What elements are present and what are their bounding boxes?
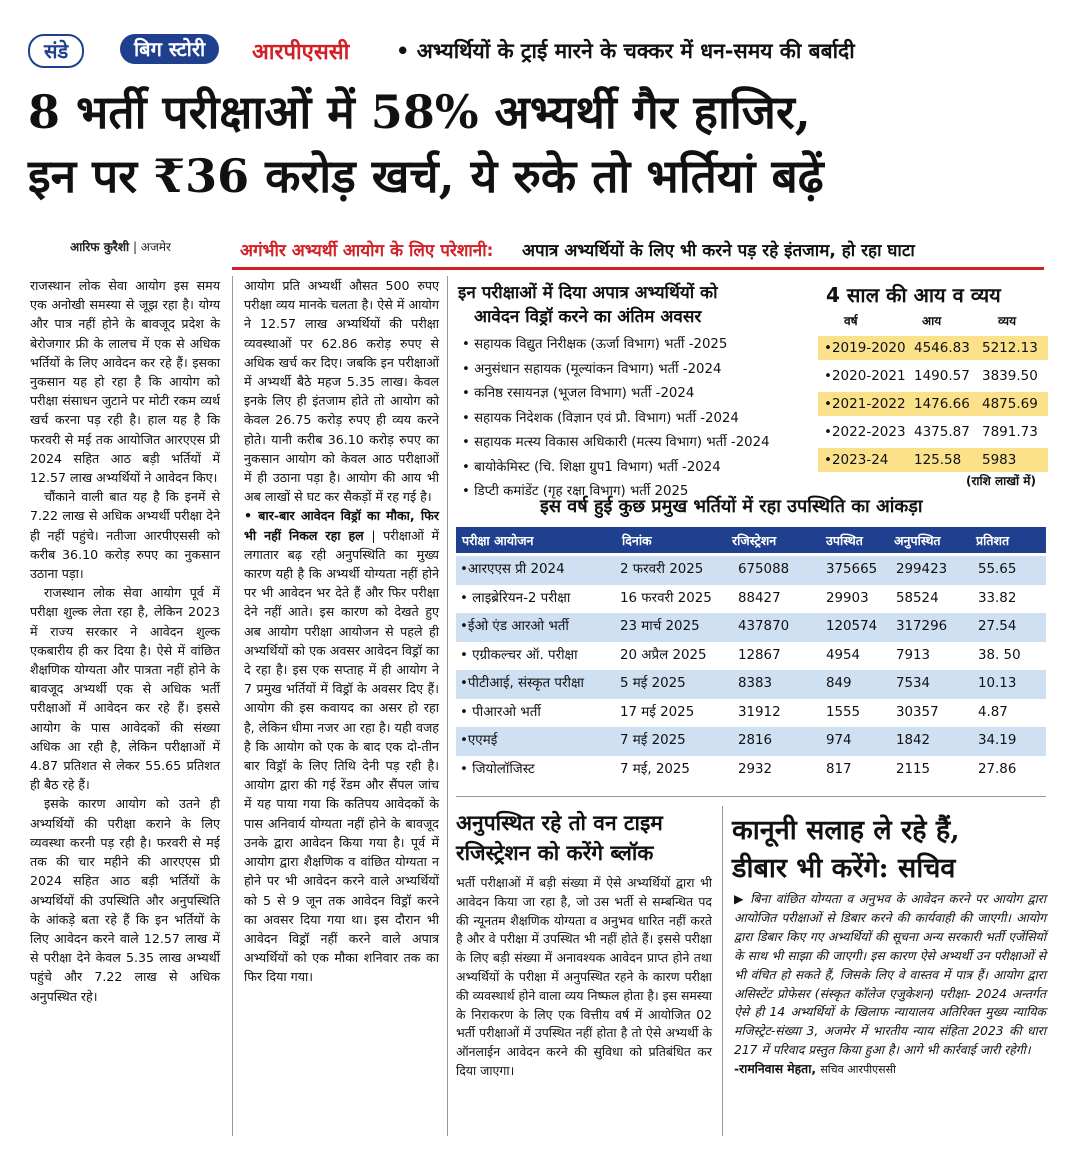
byline-place: | अजमेर bbox=[132, 240, 171, 254]
table-row bbox=[456, 613, 1046, 642]
registration-cell: 2932 bbox=[738, 762, 773, 777]
date-cell: 20 अप्रैल 2025 bbox=[620, 648, 707, 663]
table-row bbox=[456, 556, 1046, 585]
paragraph-text: | परीक्षाओं में लगातार बढ़ रही अनुपस्थिति का मुख्य कारण यही है कि अभ्यर्थी योग्यता नहीं होने पर भी आवेदन भर देते हैं और फिर परीक्षा देने नहीं आते। इस कारण को देखते हुए अब आयोग परीक्षा आयोजन से पहले ही अभ्यर्थियों को एक अवसर आवेदन विड्रॉ का दे रहा है। इस एक सप्ताह में ही आयोग ने 7 प्रमुख भर्तियों में विड्रॉ के अवसर दिए हैं। आयोग की इस कवायद का असर हो रहा है, लेकिन धीमा नजर आ रहा है। यही वजह है कि आयोग को एक के बाद एक दो-तीन बार विड्रॉ के लिए तिथि देनी पड़ रही है। आयोग द्वारा की गई रेंडम और सैंपल जांच में यह पाया गया कि कतिपय आवेदकों के पास अनिवार्य योग्यता नहीं होने के बावजूद उनके द्वारा आवेदन किया गया है। पूर्व में आयोग द्वारा शैक्षणिक व वांछित योग्यता न होने पर भी आवेदन करने वाले अभ्यर्थियों को 5 से 9 जून तक आवेदन विड्रॉ करने का अवसर दिया गया था। इस दौरान भी आवेदन विड्रॉ नहीं करने वाले अपात्र अभ्यर्थियों को एक मौका शनिवार तक का फिर दिया गया। bbox=[244, 527, 439, 985]
exam-cell: • एग्रीकल्चर ऑ. परीक्षा bbox=[460, 648, 578, 663]
registration-cell: 437870 bbox=[738, 619, 790, 634]
title-line: रजिस्ट्रेशन को करेंगे ब्लॉक bbox=[456, 840, 654, 865]
list-item: • डिप्टी कमांडेंट (गृह रक्षा विभाग) भर्ती 2025 bbox=[462, 484, 689, 499]
table-row bbox=[456, 585, 1046, 614]
headline-line-1: 8 भर्ती परीक्षाओं में 58% अभ्यर्थी गैर हाजिर, bbox=[28, 85, 811, 139]
quote-signature bbox=[734, 1060, 1046, 1080]
paragraph: चौंकाने वाली बात यह है कि इनमें से 7.22 लाख से अधिक अभ्यर्थी परीक्षा देने ही नहीं पहुंचे। नतीजा आरपीएससी को करीब 36.10 करोड़ रुपए का नुकसान उठाना पड़ा। bbox=[30, 489, 220, 582]
table-row bbox=[456, 642, 1046, 671]
paragraph: इसके कारण आयोग को उतने ही अभ्यर्थियों की परीक्षा कराने के लिए व्यवस्था करनी पड़ रही है। फरवरी से मई तक की चार महीने की आरएएस प्री 2024 सहित आठ बड़ी भर्तियों के अभ्यर्थियों की उपस्थिति और अनुपस्थिति के आंकड़े बता रहे हैं कि इन भर्तियों के लिए आवेदन करने वाले 12.57 लाख में से परीक्षा देने केवल 5.35 लाख अभ्यर्थी पहुंचे और 7.22 लाख से अधिक अनुपस्थित रहे। bbox=[30, 796, 220, 1004]
exam-cell: • पीआरओ भर्ती bbox=[460, 705, 541, 720]
expense-cell: 5983 bbox=[982, 452, 1017, 468]
table-row bbox=[456, 699, 1046, 728]
income-cell: 1490.57 bbox=[914, 368, 970, 384]
column-header: वर्ष bbox=[844, 314, 858, 328]
title-line: आवेदन विड्रॉ करने का अंतिम अवसर bbox=[474, 307, 702, 327]
year-cell: •2020-2021 bbox=[824, 368, 906, 384]
percent-cell: 34.19 bbox=[978, 733, 1017, 748]
org-tag: आरपीएससी bbox=[252, 40, 350, 65]
income-cell: 4546.83 bbox=[914, 340, 970, 356]
column-divider bbox=[447, 276, 448, 1136]
withdraw-list-title bbox=[458, 281, 818, 329]
big-story-tag: बिग स्टोरी bbox=[120, 34, 219, 64]
year-cell: •2023-24 bbox=[824, 452, 889, 468]
kicker-subtitle: • अभ्यर्थियों के ट्राई मारने के चक्कर में धन-समय की बर्बादी bbox=[396, 39, 855, 63]
income-cell: 1476.66 bbox=[914, 396, 970, 412]
banner-black-text: अपात्र अभ्यर्थियों के लिए भी करने पड़ रहे इंतजाम, हो रहा घाटा bbox=[522, 241, 915, 261]
date-cell: 23 मार्च 2025 bbox=[620, 619, 700, 634]
banner-red-text: अगंभीर अभ्यर्थी आयोग के लिए परेशानी: bbox=[240, 241, 494, 261]
column-header: परीक्षा आयोजन bbox=[462, 533, 534, 548]
paragraph: आयोग प्रति अभ्यर्थी औसत 500 रुपए परीक्षा व्यय मानके चलता है। ऐसे में आयोग ने 12.57 लाख अभ्यर्थियों की परीक्षा व्यवस्थाओं पर 62.86 करोड़ रुपए से अधिक खर्च कर दिए। जबकि इन परीक्षाओं में अभ्यर्थी बैठे महज 5.35 लाख। केवल इनके लिए ही इंतजाम होते तो आयोग को केवल 26.75 करोड़ रुपए ही व्यय करने होते। यानी करीब 36.10 करोड़ रुपए का नुकसान आयोग को केवल आठ परीक्षाओं में ही उठाना पड़ा है। आयोग की आय भी अब लाखों से घट कर सैकड़ों में रह गई है। bbox=[244, 278, 439, 505]
expense-cell: 4875.69 bbox=[982, 396, 1038, 412]
subhead: • बार-बार आवेदन विड्रॉ का मौका, फिर भी नहीं निकल रहा हल bbox=[244, 508, 439, 543]
secretary-quote-text bbox=[734, 890, 1046, 1080]
income-cell: 4375.87 bbox=[914, 424, 970, 440]
absent-cell: 2115 bbox=[896, 762, 931, 777]
one-time-registration-text: भर्ती परीक्षाओं में बड़ी संख्या में ऐसे अभ्यर्थियों द्वारा भी आवेदन किया जा रहा है, जो उस भर्ती से सम्बन्धित पद की न्यूनतम शैक्षणिक योग्यता व अनुभव धारित नहीं करते है और वे परीक्षा में उपस्थित भी नहीं होते हैं। इससे परीक्षा के लिए बड़ी संख्या में अनावश्यक आवेदन प्राप्त होने तथा अभ्यर्थियों के परीक्षा में अनुपस्थित रहने के कारण परीक्षा की व्यवस्थार्थ होने वाला व्यय निष्फल होता है। इस समस्या के निराकरण के लिए एक वित्तीय वर्ष में आयोजित 02 भर्ती परीक्षाओं में उपस्थित नहीं होता है तो ऐसे अभ्यर्थी के ऑनलाईन आवेदन करने की सुविधा को प्रतिबंधित कर दिया जाएगा। bbox=[456, 875, 712, 1078]
year-cell: •2019-2020 bbox=[824, 340, 906, 356]
table-row bbox=[818, 364, 1048, 388]
exam-cell: •पीटीआई, संस्कृत परीक्षा bbox=[460, 676, 585, 691]
present-cell: 4954 bbox=[826, 648, 861, 663]
signature-role: सचिव आरपीएससी bbox=[820, 1063, 896, 1077]
percent-cell: 55.65 bbox=[978, 562, 1017, 577]
present-cell: 1555 bbox=[826, 705, 861, 720]
exam-cell: • जियोलॉजिस्ट bbox=[460, 762, 535, 777]
table-row bbox=[818, 392, 1048, 416]
list-item: • कनिष्ठ रसायनज्ञ (भूजल विभाग) भर्ती -2024 bbox=[462, 386, 695, 401]
table-row bbox=[818, 448, 1048, 472]
income-table-title: 4 साल की आय व व्यय bbox=[826, 283, 1001, 307]
list-item: • अनुसंधान सहायक (मूल्यांकन विभाग) भर्ती -2024 bbox=[462, 361, 722, 377]
list-item: • सहायक मत्स्य विकास अधिकारी (मत्स्य विभाग) भर्ती -2024 bbox=[462, 435, 770, 450]
exam-cell: •ईओ एंड आरओ भर्ती bbox=[460, 619, 569, 634]
present-cell: 120574 bbox=[826, 619, 878, 634]
year-cell: •2022-2023 bbox=[824, 424, 906, 440]
exam-cell: •एएमई bbox=[460, 733, 498, 748]
date-cell: 17 मई 2025 bbox=[620, 705, 695, 720]
exam-cell: • लाइब्रेरियन-2 परीक्षा bbox=[460, 591, 571, 606]
attendance-table-title: इस वर्ष हुई कुछ प्रमुख भर्तियों में रहा उपस्थिति का आंकड़ा bbox=[540, 496, 923, 517]
one-time-registration-title bbox=[456, 808, 726, 868]
absent-cell: 1842 bbox=[896, 733, 931, 748]
table-row bbox=[818, 420, 1048, 444]
table-row bbox=[456, 670, 1046, 699]
section-banner bbox=[232, 235, 1044, 270]
attendance-table-header bbox=[456, 527, 1046, 553]
exam-cell: •आरएएस प्री 2024 bbox=[460, 562, 565, 577]
registration-cell: 31912 bbox=[738, 705, 781, 720]
absent-cell: 7913 bbox=[896, 648, 931, 663]
date-cell: 16 फरवरी 2025 bbox=[620, 591, 712, 606]
date-cell: 7 मई 2025 bbox=[620, 733, 686, 748]
title-line: डीबार भी करेंगे: सचिव bbox=[732, 853, 956, 884]
signature-name: -रामनिवास मेहता, bbox=[734, 1062, 817, 1077]
column-header: उपस्थित bbox=[826, 533, 863, 548]
date-cell: 5 मई 2025 bbox=[620, 676, 686, 691]
byline bbox=[70, 238, 171, 255]
present-cell: 817 bbox=[826, 762, 852, 777]
column-header: अनुपस्थित bbox=[894, 533, 941, 548]
present-cell: 375665 bbox=[826, 562, 878, 577]
paragraph: राजस्थान लोक सेवा आयोग इस समय एक अनोखी समस्या से जूझ रहा है। योग्य और पात्र नहीं होने के बावजूद प्रदेश के बेरोजगार फ्री के लालच में एक से अधिक भर्तियों के लिए आवेदन कर रहे हैं। इसका नुकसान यह हो रहा है कि आयोग को परीक्षा संसाधन जुटाने पर मोटी रकम व्यर्थ खर्च करना पड़ रही है। हाल यह है कि फरवरी से मई तक आयोजित आरएएस प्री 2024 सहित आठ बड़ी भर्तियों में 12.57 लाख अभ्यर्थियों ने आवेदन किए। bbox=[30, 278, 220, 486]
article-column-2 bbox=[244, 276, 439, 987]
column-header: दिनांक bbox=[622, 533, 652, 548]
list-item: • बायोकेमिस्ट (चि. शिक्षा ग्रुप1 विभाग) भर्ती -2024 bbox=[462, 459, 721, 475]
secretary-quote-title bbox=[732, 812, 1052, 888]
absent-cell: 7534 bbox=[896, 676, 931, 691]
paragraph bbox=[244, 506, 439, 986]
table-row bbox=[456, 727, 1046, 756]
percent-cell: 10.13 bbox=[978, 676, 1017, 691]
paragraph: राजस्थान लोक सेवा आयोग पूर्व में परीक्षा शुल्क लेता रहा है, लेकिन 2023 में राज्य सरकार ने आवेदन शुल्क एकबारीय ही कर दिया है। ऐसे में वांछित शैक्षणिक योग्यता और पात्रता नहीं होने के बावजूद अभ्यर्थी एक से अधिक भर्ती परीक्षाओं में आवेदन कर रहे हैं। इससे आयोग के पास आवेदकों की संख्या अधिक आ रही है, लेकिन परीक्षाओं में 4.87 प्रतिशत से लेकर 55.65 प्रतिशत ही बैठ रहे हैं। bbox=[30, 585, 220, 793]
registration-cell: 2816 bbox=[738, 733, 773, 748]
withdraw-list bbox=[462, 333, 822, 505]
expense-cell: 7891.73 bbox=[982, 424, 1038, 440]
title-line: अनुपस्थित रहे तो वन टाइम bbox=[456, 810, 663, 835]
percent-cell: 4.87 bbox=[978, 705, 1008, 720]
column-header: आय bbox=[922, 314, 942, 328]
absent-cell: 317296 bbox=[896, 619, 948, 634]
sunday-tag: संडे bbox=[28, 34, 84, 68]
list-item: • सहायक विद्युत निरीक्षक (ऊर्जा विभाग) भर्ती -2025 bbox=[462, 337, 728, 352]
percent-cell: 33.82 bbox=[978, 591, 1017, 606]
expense-cell: 5212.13 bbox=[982, 340, 1038, 356]
title-line: कानूनी सलाह ले रहे हैं, bbox=[732, 815, 960, 846]
percent-cell: 27.86 bbox=[978, 762, 1017, 777]
quote-body: ▶ बिना वांछित योग्यता व अनुभव के आवेदन करने पर आयोग द्वारा आयोजित परीक्षाओं से डिबार करने की कार्यवाही की जाएगी। आयोग द्वारा डिबार किए गए अभ्यर्थियों की सूचना अन्य सरकारी भर्ती एजेंसियों के साथ भी साझा की जाएगी। इस कारण ऐसे अभ्यर्थी उन परीक्षाओं से भी वंचित हो सकते हैं, जिसके लिए वे वास्तव में पात्र हैं। आयोग द्वारा असिस्टेंट प्रोफेसर (संस्कृत कॉलेज एजुकेशन) परीक्षा- 2024 अन्तर्गत ऐसे ही 14 अभ्यर्थियों के खिलाफ न्यायालय अतिरिक्त मुख्य न्यायिक मजिस्ट्रेट-संख्या 3, अजमेर में भारतीय न्याय संहिता 2023 की धारा 217 में परिवाद प्रस्तुत किया हुआ है। आगे भी कार्रवाई जारी रहेगी। bbox=[734, 892, 1046, 1058]
registration-cell: 88427 bbox=[738, 591, 781, 606]
present-cell: 849 bbox=[826, 676, 852, 691]
date-cell: 7 मई, 2025 bbox=[620, 762, 690, 777]
article-column-1 bbox=[30, 276, 220, 1006]
registration-cell: 675088 bbox=[738, 562, 790, 577]
year-cell: •2021-2022 bbox=[824, 396, 906, 412]
present-cell: 29903 bbox=[826, 591, 869, 606]
absent-cell: 299423 bbox=[896, 562, 948, 577]
column-header: व्यय bbox=[998, 314, 1017, 328]
story-tag-row bbox=[28, 30, 1058, 70]
list-item: • सहायक निदेशक (विज्ञान एवं प्रौ. विभाग) भर्ती -2024 bbox=[462, 410, 739, 426]
table-row bbox=[456, 756, 1046, 785]
registration-cell: 8383 bbox=[738, 676, 773, 691]
expense-cell: 3839.50 bbox=[982, 368, 1038, 384]
percent-cell: 27.54 bbox=[978, 619, 1017, 634]
amount-unit-note: (राशि लाखों में) bbox=[966, 474, 1036, 488]
present-cell: 974 bbox=[826, 733, 852, 748]
percent-cell: 38. 50 bbox=[978, 648, 1021, 663]
absent-cell: 58524 bbox=[896, 591, 939, 606]
section-divider bbox=[456, 796, 1046, 797]
table-row bbox=[818, 336, 1048, 360]
column-header: प्रतिशत bbox=[976, 533, 1010, 548]
headline bbox=[28, 80, 1058, 208]
column-divider bbox=[232, 276, 233, 1136]
income-cell: 125.58 bbox=[914, 452, 962, 468]
date-cell: 2 फरवरी 2025 bbox=[620, 562, 704, 577]
headline-line-2: इन पर ₹36 करोड़ खर्च, ये रुके तो भर्तियां बढ़ें bbox=[28, 149, 824, 203]
registration-cell: 12867 bbox=[738, 648, 781, 663]
title-line: इन परीक्षाओं में दिया अपात्र अभ्यर्थियों को bbox=[458, 283, 718, 303]
byline-name: आरिफ कुरैशी bbox=[70, 240, 130, 254]
absent-cell: 30357 bbox=[896, 705, 939, 720]
column-header: रजिस्ट्रेशन bbox=[732, 533, 777, 548]
